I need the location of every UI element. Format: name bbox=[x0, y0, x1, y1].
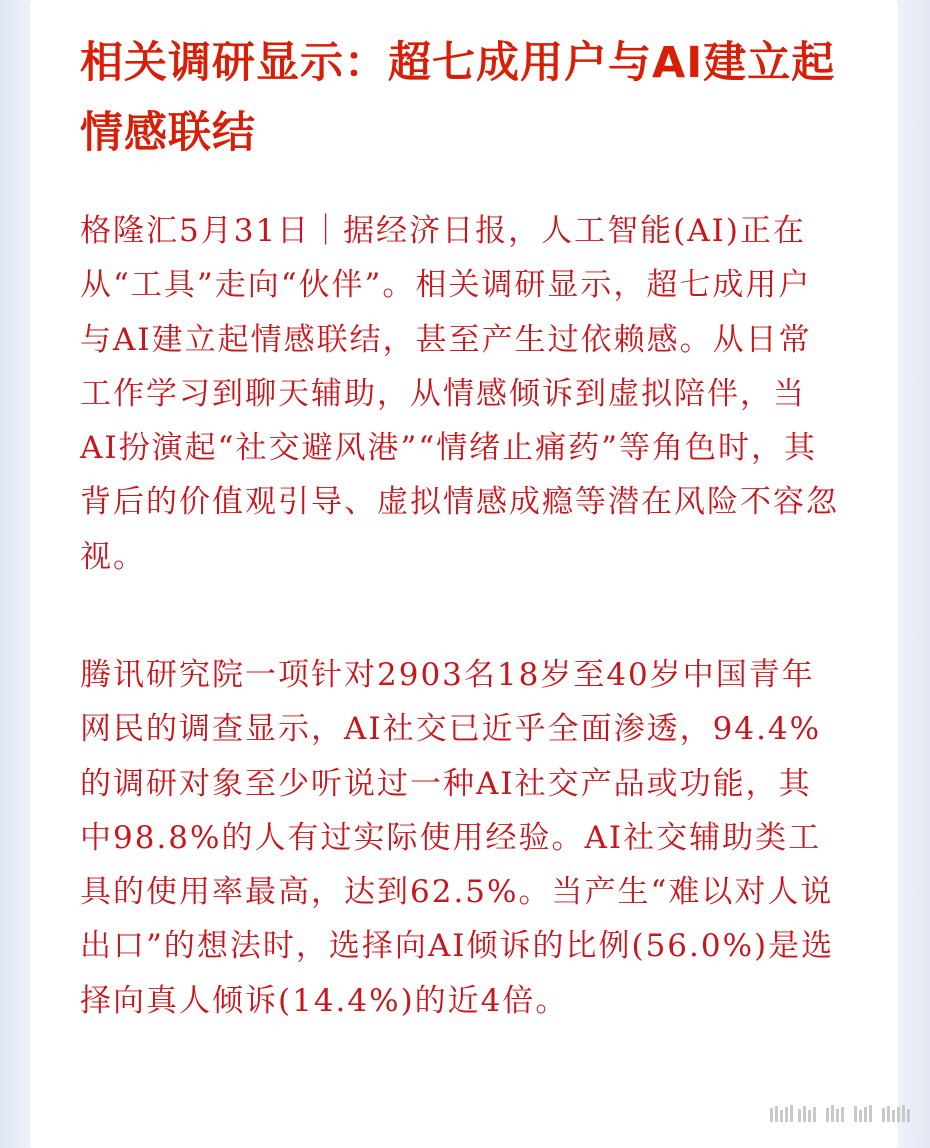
article-headline: 相关调研显示：超七成用户与AI建立起情感联结 bbox=[80, 38, 836, 158]
article-card bbox=[30, 0, 898, 1148]
article-paragraph-2: 腾讯研究院一项针对2903名18岁至40岁中国青年网民的调查显示，AI社交已近乎全面渗透，94.4%的调研对象至少听说过一种AI社交产品或功能，其中98.8%的人有过实际使用经验。AI社交辅助类工具的使用率最高，达到62.5%。当产生“难以对人说出口”的想法时，选择向AI倾诉的比例(56.0%)是选择向真人倾诉(14.4%)的近4倍。 bbox=[80, 657, 835, 1019]
article-paragraph-1: 格隆汇5月31日｜据经济日报，人工智能(AI)正在从“工具”走向“伙伴”。相关调研显示，超七成用户与AI建立起情感联结，甚至产生过依赖感。从日常工作学习到聊天辅助，从情感倾诉到虚拟陪伴，当AI扮演起“社交避风港”“情绪止痛药”等角色时，其背后的价值观引导、虚拟情感成瘾等潜在风险不容忽视。 bbox=[80, 213, 839, 575]
signal-bars-watermark-icon bbox=[770, 1104, 920, 1124]
